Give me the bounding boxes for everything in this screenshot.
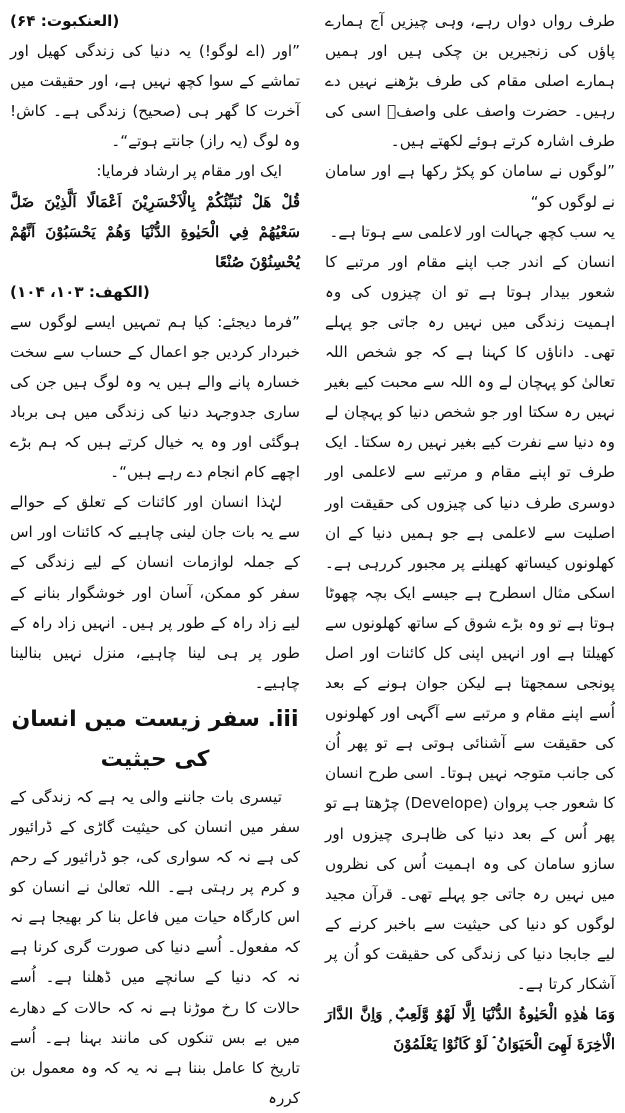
body-paragraph: طرف رواں دواں رہے، وہی چیزیں آج ہمارے پاؤں کی زنجیریں بن چکی ہیں اور ہمیں ہمارے اصلی مقام کی طرف بڑھنے نہیں دے رہیں۔ حضرت واصف علی واصفؒ اسی کی طرف اشارہ کرتے ہوئے لکھتے ہیں۔ [325, 12, 615, 151]
body-paragraph: تیسری بات جاننے والی یہ ہے کہ زندگی کے سفر میں انسان کی حیثیت گاڑی کے ڈرائیور کی ہے نہ کہ سواری کی، جو ڈرائیور کے رحم و کرم پر رہتی ہے۔ اللہ تعالیٰ نے انسان کو اس کارگاہ حیات میں فاعل بنا کر بھیجا ہے نہ کہ مفعول۔ اُسے دنیا کی صورت گری کرنا ہے نہ کہ دنیا کے سانچے میں ڈھلنا ہے۔ اُسے حالات کا رخ موڑنا ہے نہ کہ حالات کے دھارے میں بے بس تنکوں کی مانند بہنا ہے۔ اُسے تاریخ کا عامل بننا ہے نہ یہ کہ وہ معمول بن کررہ [10, 787, 300, 1107]
body-paragraph: ایک اور مقام پر ارشاد فرمایا: [96, 162, 282, 181]
left-column [10, 6, 306, 1107]
body-paragraph: انسان کے اندر جب اپنے مقام اور مرتبے کا شعور بیدار ہوتا ہے تو ان چیزوں کی وہ اہمیت زندگی میں نہیں رہ جاتی جو پہلے تھی۔ داناؤں کا کہنا ہے کہ جو شخص اللہ تعالیٰ کو پہچان لے وہ اللہ سے محبت کیے بغیر نہیں رہ سکتا اور جو شخص دنیا کو پہچان لے وہ دنیا سے نفرت کیے بغیر نہیں رہ سکتا۔ ایک طرف تو اپنے مقام و مرتبے سے لاعلمی اور دوسری طرف دنیا کی چیزوں کی حقیقت اور اصلیت سے لاعلمی ہے جو ہمیں دنیا کے ان کھلونوں کیساتھ کھیلنے پر مجبور کررہی ہے۔ اسکی مثال اسطرح ہے جیسے ایک بچہ چھوٹا ہوتا ہے تو وہ بڑے شوق کے ساتھ کھلونوں سے کھیلتا ہے اور انہیں اپنی کل کائنات اور اصل پونجی سمجھتا ہے لیکن جوان ہونے کے بعد اُسے اپنے مقام و مرتبے سے آگہی اور کھلونوں کی حقیقت سے آشنائی ہوتی ہے تو پھر اُن کی جانب متوجہ نہیں ہوتا۔ اسی طرح انسان کا شعور جب پروان (Develope) چڑھتا ہے تو پھر اُس کے بعد دنیا کی ظاہری چیزوں اور سازو سامان کی وہ اہمیت اُس کی نظروں میں نہیں رہ جاتی جو پہلے تھی۔ قرآن مجید لوگوں کو دنیا کی حیثیت سے باخبر کرنے کے لیے جابجا دنیا کی زندگی کی حقیقت کو اُن پر آشکار کرتا ہے۔ [325, 252, 615, 993]
translation-paragraph: ”فرما دیجئے: کیا ہم تمہیں ایسے لوگوں سے خبردار کردیں جو اعمال کے حساب سے سخت خسارہ پانے والے ہیں یہ وہ لوگ ہیں جن کی ساری جدوجہد دنیا کی زندگی میں ہی برباد ہوگئی اور وہ یہ خیال کرتے ہیں کہ ہم بڑے اچھے کام انجام دے رہے ہیں“۔ [10, 312, 300, 482]
surah-reference: (العنکبوت: ۶۴) [10, 12, 120, 30]
body-paragraph: یہ سب کچھ جہالت اور لاعلمی سے ہوتا ہے۔ [329, 222, 615, 241]
quran-verse: قُلْ هَلْ نُنَبِّئُكُمْ بِالْاَخْسَرِيْنَ اَعْمَالًا اَلَّذِيْنَ ضَلَّ سَعْيُهُمْ فِي الْحَيٰوةِ الدُّنْيَا وَهُمْ يَحْسَبُوْنَ اَنَّهُمْ يُحْسِنُوْنَ صُنْعًا [10, 192, 300, 271]
body-paragraph: لہٰذا انسان اور کائنات کے تعلق کے حوالے سے یہ بات جان لینی چاہیے کہ کائنات اور اس کے جملہ لوازمات انسان کے لیے زندگی کے سفر کو ممکن، آسان اور خوشگوار بنانے کے لیے زاد راہ کے طور پر ہیں۔ انہیں زاد راہ کے طور پر ہی لینا چاہیے، منزل نہیں بنالینا چاہیے۔ [10, 493, 300, 692]
column-gutter [312, 6, 313, 988]
surah-reference: (الکھف: ۱۰۳، ۱۰۴) [10, 282, 150, 301]
quote-line: ”لوگوں نے سامان کو پکڑ رکھا ہے اور سامان نے لوگوں کو“ [325, 162, 615, 211]
translation-paragraph: ”اور (اے لوگو!) یہ دنیا کی زندگی کھیل اور تماشے کے سوا کچھ نہیں ہے، اور حقیقت میں آخرت کا گھر ہی (صحیح) زندگی ہے۔ کاش! وہ لوگ (یہ راز) جانتے ہوتے“۔ [10, 42, 300, 151]
right-column [319, 6, 615, 1054]
quran-verse: وَمَا هٰذِهِ الْحَيٰوةُ الدُّنْيَا اِلَّا لَهْوٌ وَّلَعِبٌ ۭ وَاِنَّ الدَّارَ الْاٰخِرَةَ لَهِىَ الْحَيَوَانُ ۘ لَوْ كَانُوْا يَعْلَمُوْنَ [325, 1005, 615, 1054]
section-heading: iii. سفر زیست میں انسان کی حیثیت [11, 706, 299, 772]
